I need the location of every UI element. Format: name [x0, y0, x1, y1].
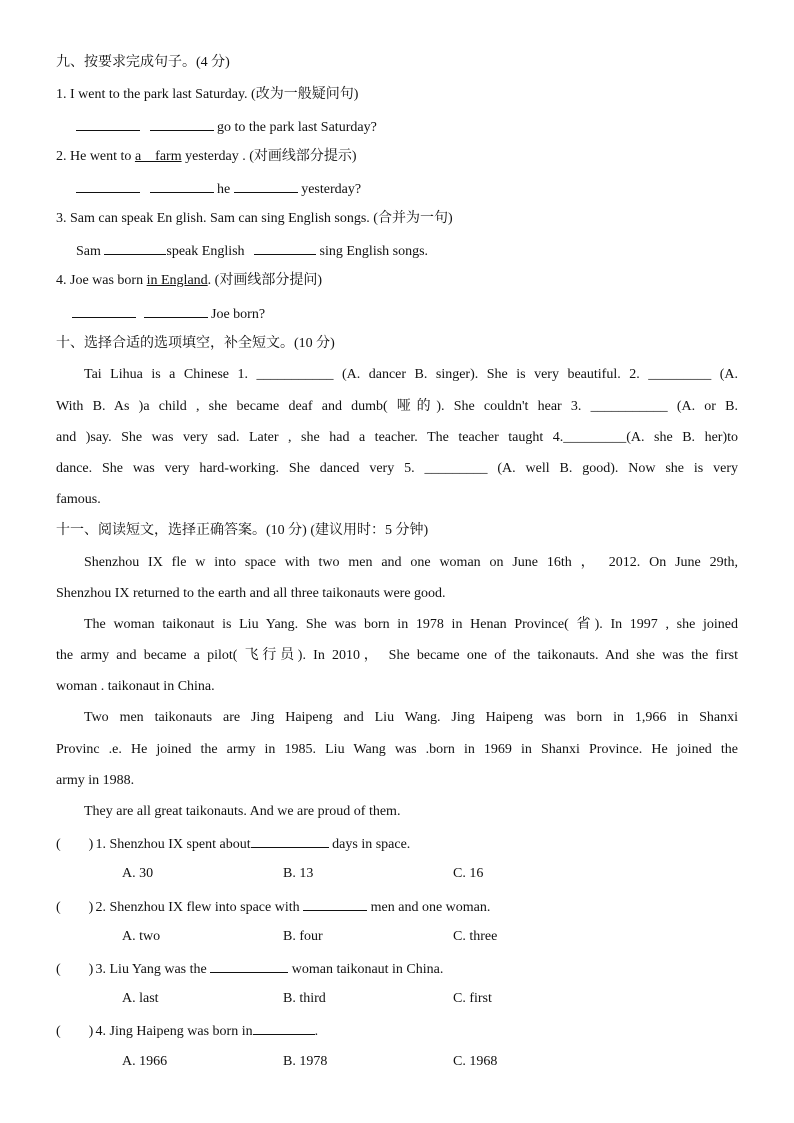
- answer-blank[interactable]: [76, 179, 140, 193]
- cloze-line: Tai Lihua is a Chinese 1. ___________ (A. dancer B. singer). She is very beautiful. 2. _________ (A.: [84, 367, 738, 382]
- option-b[interactable]: B. four: [283, 929, 323, 944]
- option-c[interactable]: C. 1968: [453, 1054, 498, 1069]
- answer-blank[interactable]: [104, 241, 166, 255]
- answer-blank[interactable]: [254, 241, 316, 255]
- underlined-phrase: a farm: [134, 149, 182, 164]
- q2-answer-line: he yesterday?: [76, 179, 361, 199]
- q1-answer-line: [76, 117, 377, 137]
- passage-line: woman . taikonaut in China.: [56, 679, 215, 694]
- answer-blank[interactable]: [72, 304, 136, 318]
- answer-paren[interactable]: ( ): [56, 837, 94, 852]
- option-a[interactable]: A. last: [122, 991, 159, 1006]
- cloze-line: dance. She was very hard-working. She danced very 5. _________ (A. well B. good). Now she is very: [56, 461, 738, 476]
- answer-blank[interactable]: [303, 897, 367, 911]
- passage-line: Shenzhou IX returned to the earth and all three taikonauts were good.: [56, 586, 446, 601]
- question-1: ( ) 1. Shenzhou IX spent about days in space.: [56, 834, 410, 854]
- question-2: ( ) 2. Shenzhou IX flew into space with men and one woman.: [56, 897, 490, 917]
- answer-blank[interactable]: [150, 117, 214, 131]
- answer-paren[interactable]: ( ): [56, 900, 94, 915]
- passage-line: They are all great taikonauts. And we are proud of them.: [84, 804, 401, 819]
- section9-heading: 九、按要求完成句子。(4 分): [56, 55, 230, 70]
- q2-text: 2. He went to a farm yesterday . (对画线部分提示): [56, 149, 357, 164]
- passage-line: Two men taikonauts are Jing Haipeng and Liu Wang. Jing Haipeng was born in 1,966 in Shanxi: [84, 710, 738, 725]
- option-c[interactable]: C. first: [453, 991, 492, 1006]
- passage-line: Shenzhou IX fle w into space with two men and one woman on June 16th ， 2012. On June 29th,: [84, 555, 738, 570]
- passage-line: the army and became a pilot( 飞行员). In 2010， She became one of the taikonauts. And she was the first: [56, 648, 738, 663]
- cloze-line: famous.: [56, 492, 101, 507]
- answer-blank[interactable]: [253, 1021, 315, 1035]
- answer-paren[interactable]: ( ): [56, 1024, 94, 1039]
- passage-line: The woman taikonaut is Liu Yang. She was born in 1978 in Henan Province( 省). In 1997 , she joined: [84, 617, 738, 632]
- option-a[interactable]: A. 1966: [122, 1054, 168, 1069]
- question-3: ( ) 3. Liu Yang was the woman taikonaut in China.: [56, 959, 443, 979]
- option-b[interactable]: B. third: [283, 991, 326, 1006]
- underlined-phrase: in England: [146, 273, 208, 288]
- q1-text: 1. I went to the park last Saturday. (改为一般疑问句): [56, 87, 359, 102]
- answer-blank[interactable]: [144, 304, 208, 318]
- option-c[interactable]: C. 16: [453, 866, 484, 881]
- option-a[interactable]: A. two: [122, 929, 161, 944]
- option-b[interactable]: B. 13: [283, 866, 314, 881]
- answer-blank[interactable]: [234, 179, 298, 193]
- q4-answer-line: Joe born?: [72, 304, 265, 324]
- section10-heading: 十、选择合适的选项填空，补全短文。(10 分): [56, 336, 335, 351]
- answer-blank[interactable]: [150, 179, 214, 193]
- q4-text: 4. Joe was born in England. (对画线部分提问): [56, 273, 322, 288]
- cloze-line: With B. As )a child , she became deaf and dumb( 哑的). She couldn't hear 3. ___________ (A. or B.: [56, 399, 738, 414]
- section11-heading: 十一、阅读短文，选择正确答案。(10 分) (建议用时：5 分钟): [56, 523, 429, 538]
- option-a[interactable]: A. 30: [122, 866, 154, 881]
- answer-blank[interactable]: [76, 117, 140, 131]
- question-4: ( ) 4. Jing Haipeng was born in .: [56, 1021, 318, 1041]
- passage-line: Provinc .e. He joined the army in 1985. Liu Wang was .born in 1969 in Shanxi Province. He joined the: [56, 742, 738, 757]
- cloze-line: and )say. She was very sad. Later , she had a teacher. The teacher taught 4._________(A. she B. her)to: [56, 430, 738, 445]
- answer-blank[interactable]: [210, 959, 288, 973]
- option-c[interactable]: C. three: [453, 929, 498, 944]
- answer-blank[interactable]: [251, 834, 329, 848]
- q3-text: 3. Sam can speak En glish. Sam can sing English songs. (合并为一句): [56, 211, 453, 226]
- answer-tail: go to the park last Saturday?: [217, 120, 377, 135]
- passage-line: army in 1988.: [56, 773, 135, 788]
- q3-answer-line: Sam speak English sing English songs.: [76, 241, 428, 261]
- option-b[interactable]: B. 1978: [283, 1054, 328, 1069]
- answer-paren[interactable]: ( ): [56, 962, 94, 977]
